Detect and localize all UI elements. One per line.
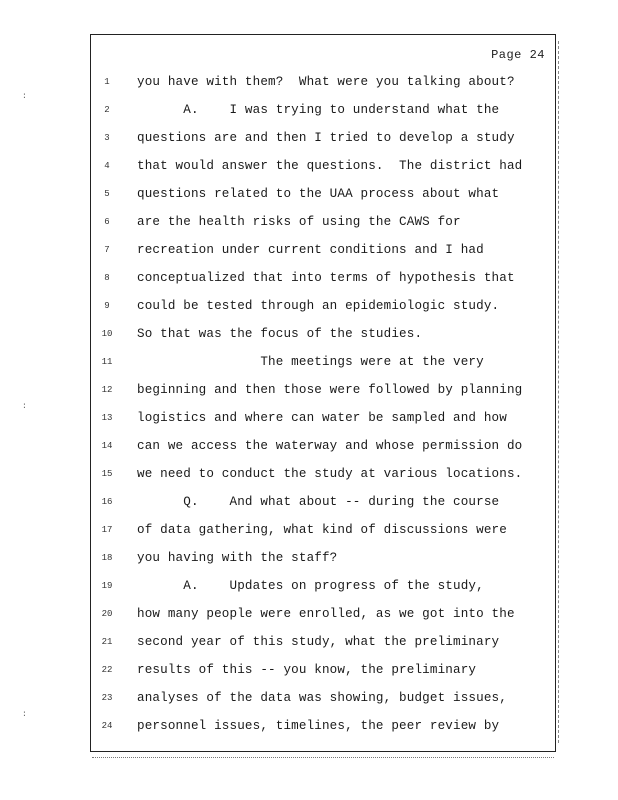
line-number: 10 <box>101 329 113 339</box>
line-text: beginning and then those were followed by planning <box>137 383 523 397</box>
transcript-line <box>91 348 555 376</box>
transcript-lines <box>91 68 555 740</box>
line-text: The meetings were at the very <box>137 355 484 369</box>
line-number: 18 <box>101 553 113 563</box>
line-text: second year of this study, what the preliminary <box>137 635 500 649</box>
transcript-line <box>91 236 555 264</box>
page-number: Page 24 <box>491 48 545 62</box>
line-number: 13 <box>101 413 113 423</box>
bottom-rule <box>92 757 554 758</box>
transcript-line <box>91 488 555 516</box>
line-text: Q. And what about -- during the course <box>137 495 500 509</box>
transcript-line <box>91 684 555 712</box>
transcript-page <box>90 34 556 752</box>
transcript-line <box>91 656 555 684</box>
line-number: 9 <box>104 301 110 311</box>
line-text: questions are and then I tried to develop a study <box>137 131 515 145</box>
line-number: 15 <box>101 469 113 479</box>
line-number: 16 <box>101 497 113 507</box>
line-number: 12 <box>101 385 113 395</box>
line-text: So that was the focus of the studies. <box>137 327 423 341</box>
margin-mark-middle: : <box>22 402 27 411</box>
line-number: 20 <box>101 609 113 619</box>
transcript-line <box>91 572 555 600</box>
margin-mark-bottom: : <box>22 710 27 719</box>
transcript-line <box>91 68 555 96</box>
line-number: 22 <box>101 665 113 675</box>
transcript-line <box>91 180 555 208</box>
transcript-line <box>91 124 555 152</box>
line-text: questions related to the UAA process about what <box>137 187 500 201</box>
line-number: 8 <box>104 273 110 283</box>
line-text: are the health risks of using the CAWS for <box>137 215 461 229</box>
line-text: of data gathering, what kind of discussions were <box>137 523 507 537</box>
transcript-line <box>91 376 555 404</box>
transcript-line <box>91 516 555 544</box>
transcript-line <box>91 432 555 460</box>
line-number: 7 <box>104 245 110 255</box>
line-number: 17 <box>101 525 113 535</box>
line-number: 23 <box>101 693 113 703</box>
line-text: logistics and where can water be sampled and how <box>137 411 507 425</box>
line-number: 11 <box>101 357 113 367</box>
line-number: 5 <box>104 189 110 199</box>
transcript-line <box>91 712 555 740</box>
line-text: you have with them? What were you talking about? <box>137 75 515 89</box>
transcript-line <box>91 460 555 488</box>
line-text: conceptualized that into terms of hypothesis that <box>137 271 515 285</box>
transcript-line <box>91 96 555 124</box>
margin-mark-top: : <box>22 92 27 101</box>
line-text: analyses of the data was showing, budget issues, <box>137 691 507 705</box>
line-number: 21 <box>101 637 113 647</box>
line-text: A. Updates on progress of the study, <box>137 579 484 593</box>
line-number: 3 <box>104 133 110 143</box>
line-number: 6 <box>104 217 110 227</box>
line-number: 19 <box>101 581 113 591</box>
line-number: 2 <box>104 105 110 115</box>
line-text: could be tested through an epidemiologic study. <box>137 299 500 313</box>
line-number: 24 <box>101 721 113 731</box>
line-text: you having with the staff? <box>137 551 338 565</box>
transcript-line <box>91 628 555 656</box>
transcript-line <box>91 208 555 236</box>
transcript-line <box>91 544 555 572</box>
line-number: 1 <box>104 77 110 87</box>
line-text: A. I was trying to understand what the <box>137 103 500 117</box>
line-number: 4 <box>104 161 110 171</box>
transcript-line <box>91 152 555 180</box>
line-text: how many people were enrolled, as we got into the <box>137 607 515 621</box>
transcript-line <box>91 264 555 292</box>
transcript-line <box>91 320 555 348</box>
line-text: can we access the waterway and whose permission do <box>137 439 523 453</box>
transcript-line <box>91 600 555 628</box>
transcript-line <box>91 292 555 320</box>
line-number: 14 <box>101 441 113 451</box>
line-text: that would answer the questions. The district had <box>137 159 523 173</box>
transcript-line <box>91 404 555 432</box>
line-text: recreation under current conditions and I had <box>137 243 484 257</box>
line-text: we need to conduct the study at various locations. <box>137 467 523 481</box>
line-text: results of this -- you know, the preliminary <box>137 663 477 677</box>
line-text: personnel issues, timelines, the peer review by <box>137 719 500 733</box>
